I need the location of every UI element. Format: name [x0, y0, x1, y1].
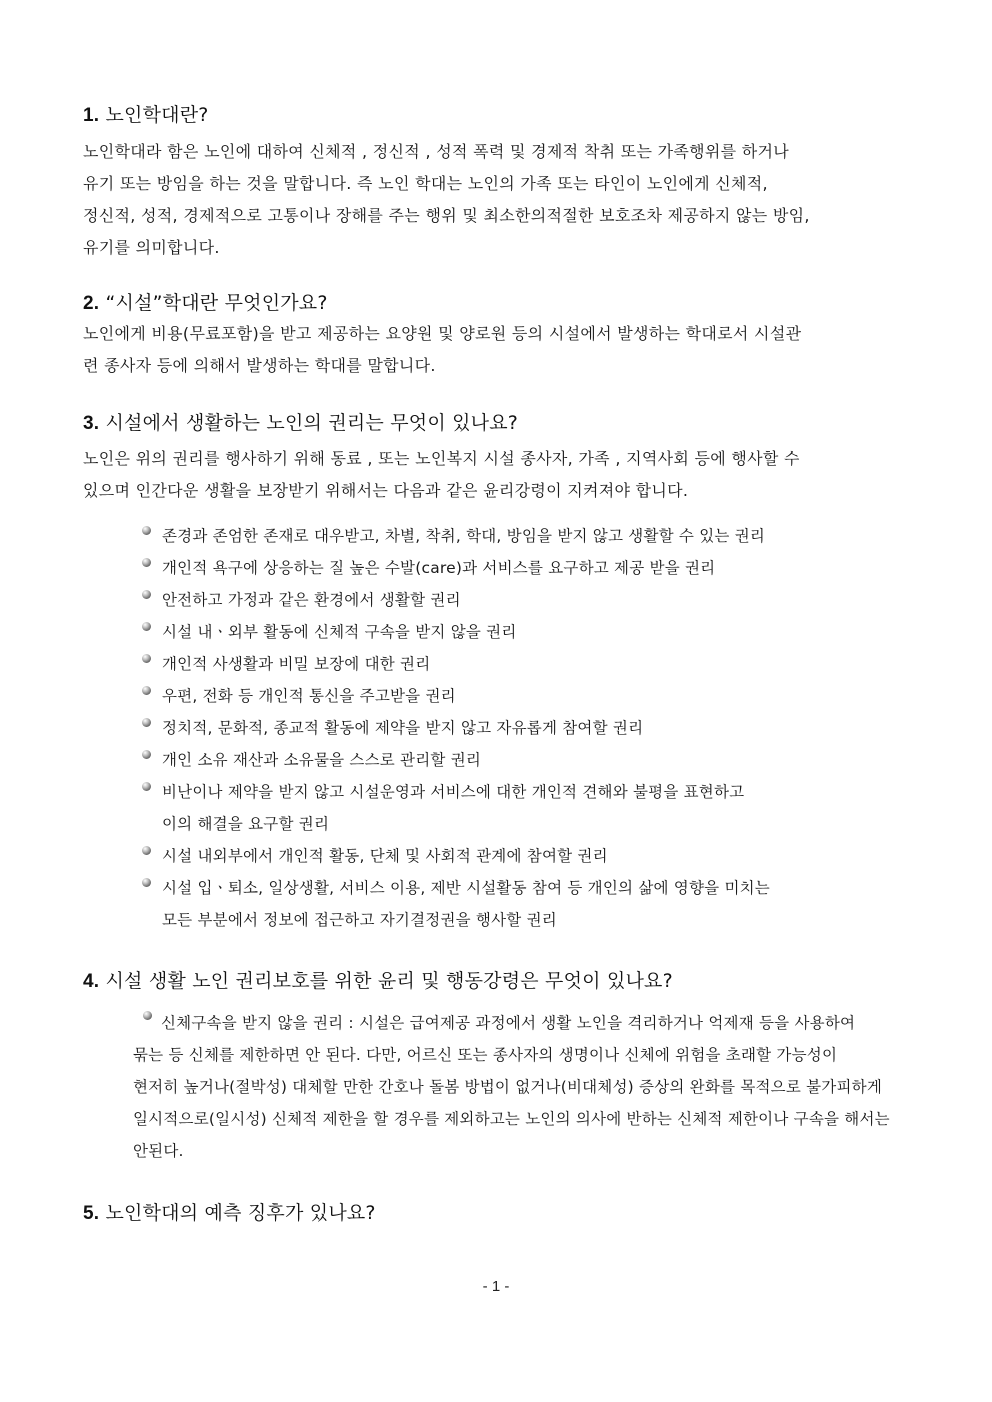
list-item	[140, 584, 940, 616]
section-1-line: 유기 또는 방임을 하는 것을 말합니다. 즉 노인 학대는 노인의 가족 또는 타인이 노인에게 신체적,	[83, 174, 768, 193]
section-1-line: 노인학대라 함은 노인에 대하여 신체적 , 정신적 , 성적 폭력 및 경제적 착취 또는 가족행위를 하거나	[83, 142, 790, 161]
section-5-number: 5.	[83, 1203, 100, 1224]
list-item-text: 개인적 욕구에 상응하는 질 높은 수발(care)과 서비스를 요구하고 제공 받을 권리	[162, 559, 716, 577]
section-2-line: 련 종사자 등에 의해서 발생하는 학대를 말합니다.	[83, 356, 436, 375]
section-5-title: 노인학대의 예측 징후가 있나요?	[105, 1202, 376, 1224]
list-item	[140, 872, 940, 936]
section-1-number: 1.	[83, 105, 100, 126]
list-item-text: 시설 내외부에서 개인적 활동, 단체 및 사회적 관계에 참여할 권리	[162, 847, 608, 865]
section-1-line: 유기를 의미합니다.	[83, 238, 220, 257]
section-1-body	[83, 136, 943, 264]
list-item	[140, 776, 940, 840]
section-4-heading	[83, 966, 673, 993]
list-item	[140, 648, 940, 680]
list-item-text: 시설 내ㆍ외부 활동에 신체적 구속을 받지 않을 권리	[162, 623, 517, 641]
bullet-icon	[142, 526, 151, 535]
section-1-line: 정신적, 성적, 경제적으로 고통이나 장해를 주는 행위 및 최소한의적절한 보호조차 제공하지 않는 방임,	[83, 206, 810, 225]
section-4-title: 시설 생활 노인 권리보호를 위한 윤리 및 행동강령은 무엇이 있나요?	[105, 970, 673, 992]
list-item-text: 시설 입ㆍ퇴소, 일상생활, 서비스 이용, 제반 시설활동 참여 등 개인의 삶에 영향을 미치는	[162, 879, 770, 897]
bullet-icon	[142, 878, 151, 887]
list-item	[140, 520, 940, 552]
section-1-heading	[83, 100, 209, 127]
bullet-icon	[142, 654, 151, 663]
section-3-line: 노인은 위의 권리를 행사하기 위해 동료 , 또는 노인복지 시설 종사자, 가족 , 지역사회 등에 행사할 수	[83, 449, 800, 468]
rights-list	[140, 520, 940, 936]
bullet-icon	[142, 750, 151, 759]
list-item-text: 개인 소유 재산과 소유물을 스스로 관리할 권리	[162, 751, 482, 769]
section-2-title: “시설”학대란 무엇인가요?	[105, 292, 328, 314]
section-4-number: 4.	[83, 971, 100, 992]
section-4-line: 안된다.	[133, 1142, 184, 1160]
bullet-icon	[142, 846, 151, 855]
list-item-text: 존경과 존엄한 존재로 대우받고, 차별, 착취, 학대, 방임을 받지 않고 생활할 수 있는 권리	[162, 527, 766, 545]
bullet-icon	[142, 622, 151, 631]
list-item	[140, 744, 940, 776]
section-4-line: 신체구속을 받지 않을 권리 : 시설은 급여제공 과정에서 생활 노인을 격리하거나 억제재 등을 사용하여	[161, 1014, 856, 1032]
list-item-text: 비난이나 제약을 받지 않고 시설운영과 서비스에 대한 개인적 견해와 불평을 표현하고	[162, 783, 745, 801]
list-item	[140, 840, 940, 872]
section-4-line: 현저히 높거나(절박성) 대체할 만한 간호나 돌봄 방법이 없거나(비대체성) 증상의 완화를 목적으로 불가피하게	[133, 1078, 883, 1096]
section-2-line: 노인에게 비용(무료포함)을 받고 제공하는 요양원 및 양로원 등의 시설에서 발생하는 학대로서 시설관	[83, 324, 802, 343]
section-2-number: 2.	[83, 293, 100, 314]
section-3-heading	[83, 408, 518, 435]
list-item-text: 우편, 전화 등 개인적 통신을 주고받을 권리	[162, 687, 456, 705]
section-3-title: 시설에서 생활하는 노인의 권리는 무엇이 있나요?	[105, 412, 519, 434]
list-item	[140, 616, 940, 648]
section-4-body	[133, 1007, 953, 1167]
section-1-title: 노인학대란?	[105, 104, 209, 126]
bullet-icon	[142, 590, 151, 599]
list-item-text: 개인적 사생활과 비밀 보장에 대한 권리	[162, 655, 431, 673]
bullet-icon	[142, 686, 151, 695]
section-3-body	[83, 443, 943, 507]
section-4-first-line	[133, 1007, 953, 1039]
list-item-text: 정치적, 문화적, 종교적 활동에 제약을 받지 않고 자유롭게 참여할 권리	[162, 719, 644, 737]
page-number: - 1 -	[482, 1278, 510, 1295]
section-3-number: 3.	[83, 413, 100, 434]
list-item-text: 이의 해결을 요구할 권리	[162, 815, 330, 833]
list-item	[140, 680, 940, 712]
list-item-text: 모든 부분에서 정보에 접근하고 자기결정권을 행사할 권리	[162, 911, 557, 929]
list-item	[140, 552, 940, 584]
bullet-icon	[142, 782, 151, 791]
bullet-icon	[142, 558, 151, 567]
bullet-icon	[142, 718, 151, 727]
section-5-heading	[83, 1198, 376, 1225]
list-item	[140, 712, 940, 744]
list-item-text: 안전하고 가정과 같은 환경에서 생활할 권리	[162, 591, 461, 609]
section-3-line: 있으며 인간다운 생활을 보장받기 위해서는 다음과 같은 윤리강령이 지켜져야 합니다.	[83, 481, 689, 500]
section-4-line: 일시적으로(일시성) 신체적 제한을 할 경우를 제외하고는 노인의 의사에 반하는 신체적 제한이나 구속을 해서는	[133, 1110, 890, 1128]
section-4-line: 묶는 등 신체를 제한하면 안 된다. 다만, 어르신 또는 종사자의 생명이나 신체에 위험을 초래할 가능성이	[133, 1046, 838, 1064]
section-2-body	[83, 318, 943, 382]
bullet-icon	[143, 1011, 152, 1020]
section-2-heading	[83, 288, 328, 315]
